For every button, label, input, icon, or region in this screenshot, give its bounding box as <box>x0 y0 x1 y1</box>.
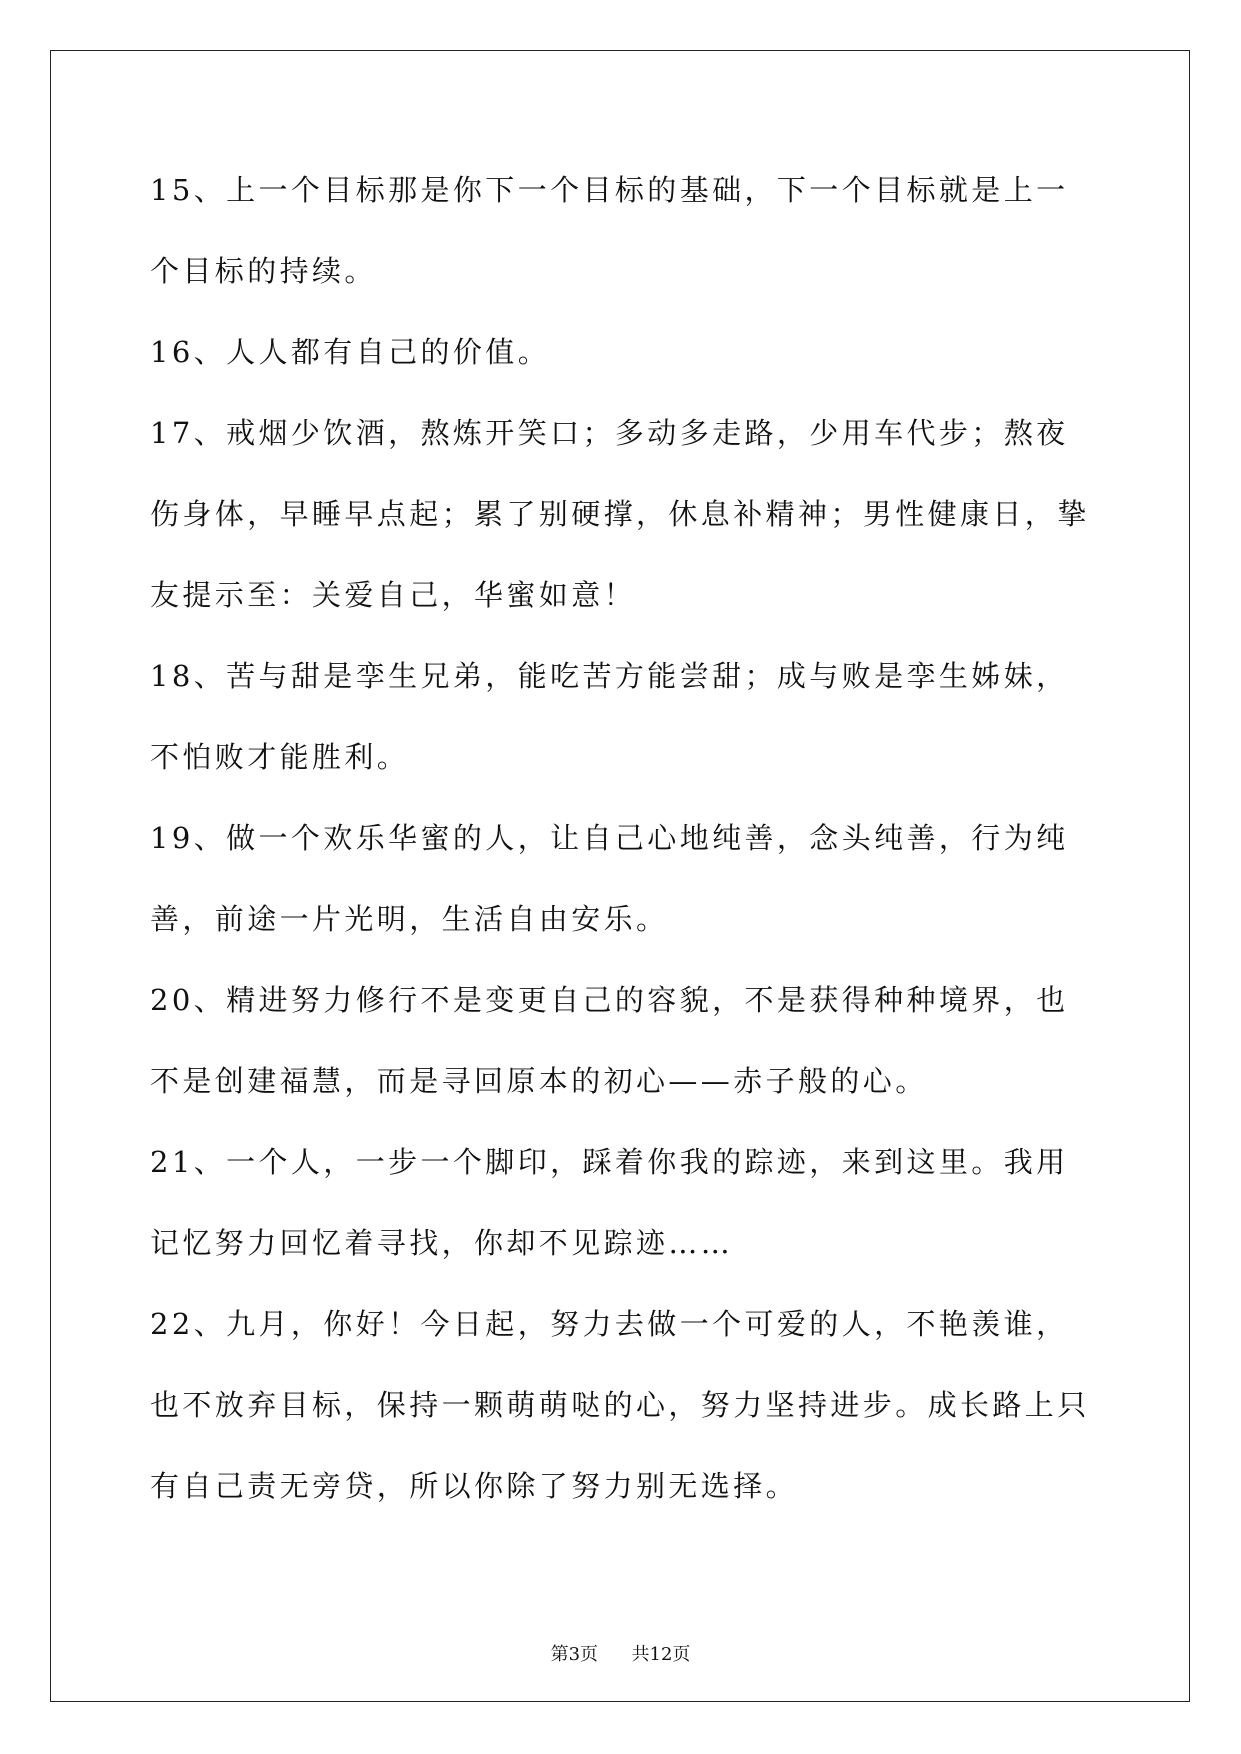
paragraph-20: 20、精进努力修行不是变更自己的容貌，不是获得种种境界，也不是创建福慧，而是寻回原本的初心——赤子般的心。 <box>150 983 1069 1098</box>
page-footer <box>0 1640 1241 1666</box>
paragraph-18: 18、苦与甜是孪生兄弟，能吃苦方能尝甜；成与败是孪生姊妹，不怕败才能胜利。 <box>150 659 1069 774</box>
document-body <box>150 150 1092 1527</box>
paragraph-17: 17、戒烟少饮酒，熬炼开笑口；多动多走路，少用车代步；熬夜伤身体，早睡早点起；累了别硬撑，休息补精神；男性健康日，挚友提示至：关爱自己，华蜜如意！ <box>150 416 1090 612</box>
paragraph-15: 15、上一个目标那是你下一个目标的基础，下一个目标就是上一个目标的持续。 <box>150 173 1069 288</box>
paragraph-22: 22、九月，你好！今日起，努力去做一个可爱的人，不艳羡谁，也不放弃目标，保持一颗萌萌哒的心，努力坚持进步。成长路上只有自己责无旁贷，所以你除了努力别无选择。 <box>150 1307 1090 1503</box>
paragraph-21: 21、一个人，一步一个脚印，踩着你我的踪迹，来到这里。我用记忆努力回忆着寻找，你却不见踪迹…… <box>150 1145 1069 1260</box>
total-pages: 共12页 <box>631 1644 691 1665</box>
page-number: 第3页 <box>550 1644 599 1665</box>
paragraph-19: 19、做一个欢乐华蜜的人，让自己心地纯善，念头纯善，行为纯善，前途一片光明，生活自由安乐。 <box>150 821 1069 936</box>
paragraph-16: 16、人人都有自己的价值。 <box>150 335 551 369</box>
